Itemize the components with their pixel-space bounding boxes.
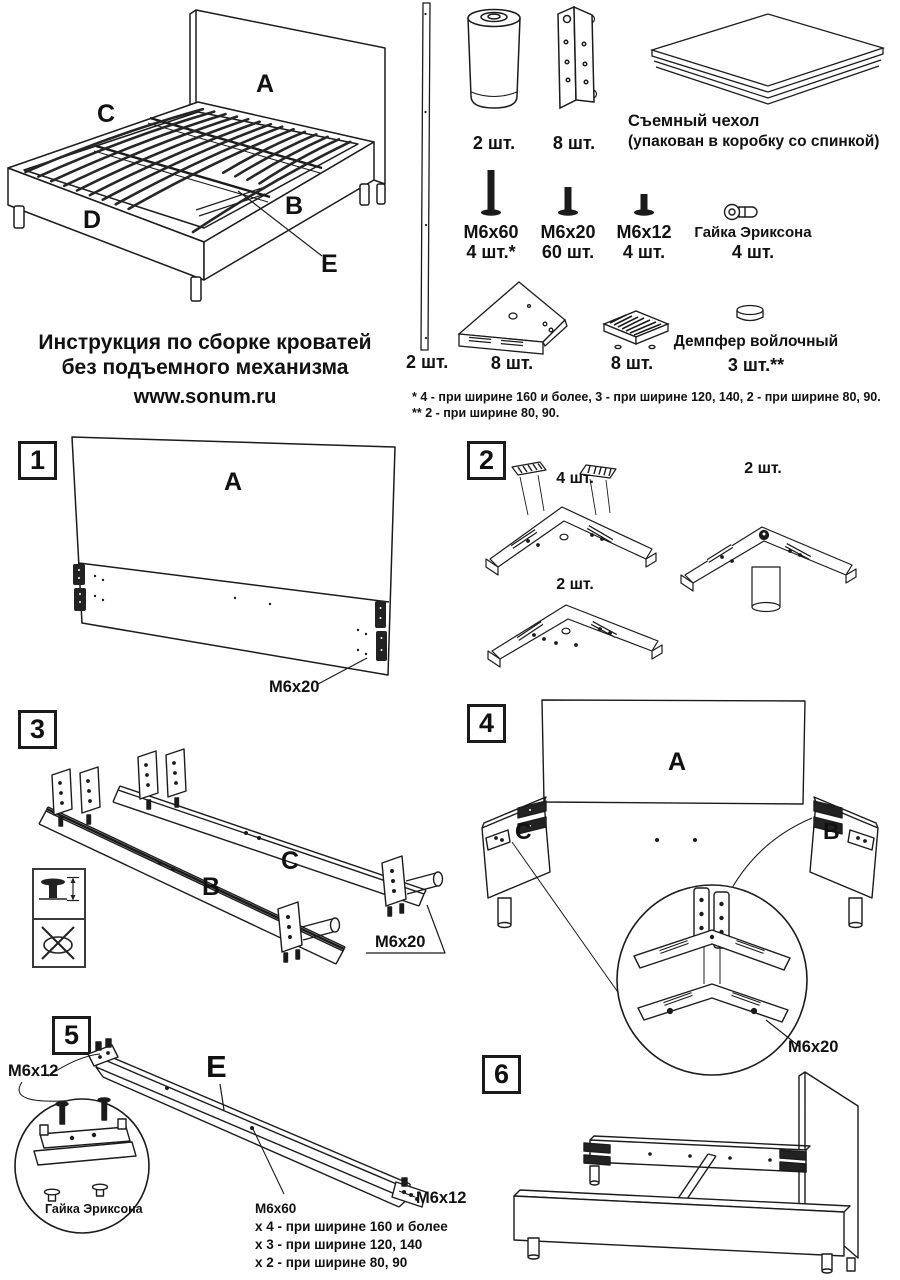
overview-label-c: C — [97, 100, 116, 128]
cover-name: Съемный чехол — [628, 112, 760, 130]
bolt-m6x12-size: M6x12 — [616, 222, 672, 242]
step-5-fastener-right: M6x12 — [416, 1189, 467, 1207]
overview-label-d: D — [83, 206, 102, 234]
erikson-nut-qty: 4 шт. — [731, 242, 775, 262]
pad-qty: 8 шт. — [610, 353, 654, 373]
bolt-m6x60-size: M6x60 — [463, 222, 519, 242]
corner-bracket-part-icon — [538, 2, 610, 116]
crossed-out-icon — [36, 923, 80, 963]
step-1-number: 1 — [18, 441, 57, 480]
step-4-number: 4 — [467, 704, 506, 743]
overview-bed-drawing — [0, 0, 420, 335]
overview-label-a: A — [256, 70, 275, 98]
fasteners-row — [455, 166, 835, 222]
step-2-drawing — [460, 455, 880, 675]
page-title-line1: Инструкция по сборке кроватей — [38, 331, 372, 354]
bolt-m6x60-icon — [481, 170, 501, 216]
leg-part-icon — [460, 4, 528, 118]
bolt-m6x20-icon — [558, 187, 578, 216]
step-2-qty-top: 4 шт. — [556, 470, 594, 487]
step-5-note-line4: x 2 - при ширине 80, 90 — [255, 1255, 408, 1270]
step-5-label-e: E — [206, 1049, 227, 1084]
step-5-note-line2: x 4 - при ширине 160 и более — [255, 1219, 448, 1234]
erikson-nut-icon — [725, 205, 758, 220]
step-4-label-c: C — [515, 818, 532, 844]
cover-part-icon — [640, 8, 895, 113]
step-2-qty-bottom: 2 шт. — [556, 576, 594, 593]
strip-qty: 2 шт. — [406, 352, 449, 372]
step-3-label-c: C — [281, 847, 300, 875]
step-2-qty-right: 2 шт. — [744, 460, 782, 477]
step-3-fastener: M6x20 — [375, 933, 426, 951]
step-6-drawing — [500, 1060, 900, 1280]
step-5-nut-name: Гайка Эриксона — [45, 1202, 143, 1216]
dont-icon-cell — [34, 918, 84, 966]
footnote-1: * 4 - при ширине 160 и более, 3 - при ширине 120, 140, 2 - при ширине 80, 90. — [412, 390, 881, 404]
do-icon-cell — [34, 870, 84, 918]
step-6-number: 6 — [482, 1055, 521, 1094]
page-title-line2: без подъемного механизма — [61, 356, 349, 379]
step-5-note-title: M6x60 — [255, 1201, 297, 1216]
bracket-qty: 8 шт. — [552, 133, 596, 153]
erikson-nut-name: Гайка Эриксона — [694, 224, 812, 241]
step-1-label-a: A — [224, 468, 243, 496]
step-3-label-b: B — [202, 873, 221, 901]
footnote-2: ** 2 - при ширине 80, 90. — [412, 406, 560, 420]
leg-qty: 2 шт. — [472, 133, 516, 153]
overview-label-b: B — [285, 192, 304, 220]
bolt-m6x20-size: M6x20 — [540, 222, 596, 242]
step-4-label-b: B — [823, 818, 840, 844]
damper-qty: 3 шт.** — [727, 355, 785, 375]
bolt-m6x20-qty: 60 шт. — [541, 242, 595, 262]
bolt-m6x12-qty: 4 шт. — [622, 242, 666, 262]
step-4-label-a: A — [668, 748, 687, 776]
bolt-m6x12-icon — [634, 194, 654, 216]
cover-note: (упакован в коробку со спинкой) — [628, 133, 880, 150]
felt-damper-part-icon — [730, 300, 770, 330]
step-4-fastener: M6x20 — [788, 1038, 839, 1056]
slat-pad-part-icon — [598, 302, 676, 354]
plate-qty: 8 шт. — [490, 353, 534, 373]
step-5-fastener-left: M6x12 — [8, 1062, 59, 1080]
step-3-number: 3 — [18, 710, 57, 749]
damper-name: Демпфер войлочный — [673, 333, 839, 350]
step-1-fastener: M6x20 — [269, 678, 320, 696]
strip-part-icon — [414, 0, 444, 360]
overview-label-e: E — [321, 250, 338, 278]
step-2-number: 2 — [467, 441, 506, 480]
do-dont-inset — [32, 868, 86, 968]
website-url: www.sonum.ru — [133, 386, 277, 408]
corner-plate-part-icon — [455, 276, 570, 356]
step-5-note-line3: x 3 - при ширине 120, 140 — [255, 1237, 423, 1252]
screw-depth-icon — [36, 873, 80, 913]
bolt-m6x60-qty: 4 шт.* — [466, 242, 516, 262]
step-5-number: 5 — [52, 1016, 91, 1055]
